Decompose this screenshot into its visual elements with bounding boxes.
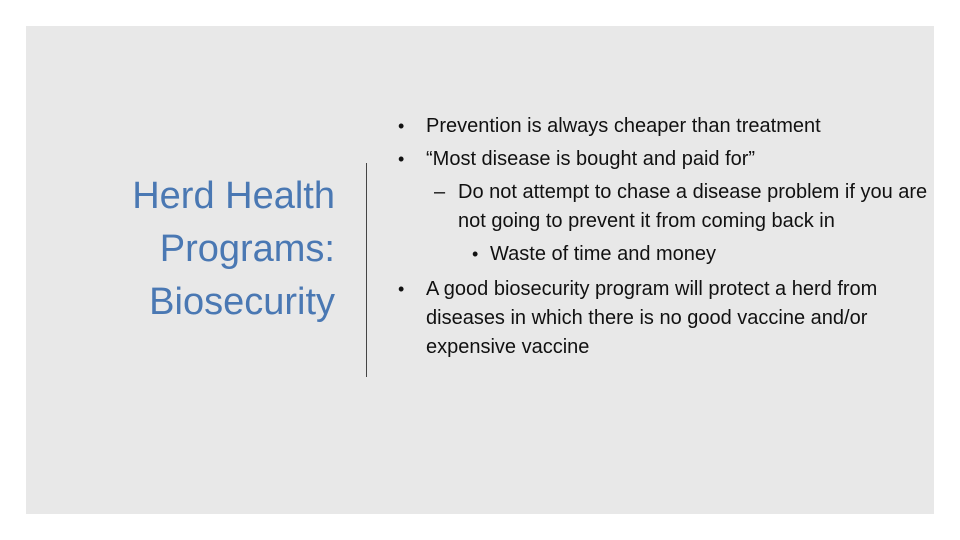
dash-marker: – (434, 181, 446, 203)
bullet-item (398, 275, 928, 362)
vertical-divider (366, 163, 367, 377)
bullet-marker: • (398, 116, 405, 136)
title-line: Programs: (159, 228, 335, 270)
bullet-item (398, 145, 928, 174)
title-line: Herd Health (132, 175, 335, 217)
sub-sub-bullet-text: Waste of time and money (490, 243, 717, 265)
bullet-text: A good biosecurity program will protect a herd from diseases in which there is no good vaccine and/or expensive vaccine (426, 278, 878, 358)
sub-bullet-item (398, 178, 928, 236)
bullet-marker: • (398, 149, 405, 169)
bullet-list (398, 112, 928, 366)
slide-title (60, 170, 335, 329)
sub-sub-bullet-item (398, 240, 928, 269)
bullet-marker: • (398, 279, 405, 299)
title-line: Biosecurity (149, 281, 335, 323)
bullet-text: Prevention is always cheaper than treatment (426, 115, 821, 137)
bullet-marker: • (472, 244, 479, 264)
sub-bullet-text: Do not attempt to chase a disease problem if you are not going to prevent it from coming back in (458, 181, 928, 232)
bullet-text: “Most disease is bought and paid for” (426, 148, 756, 170)
bullet-item (398, 112, 928, 141)
